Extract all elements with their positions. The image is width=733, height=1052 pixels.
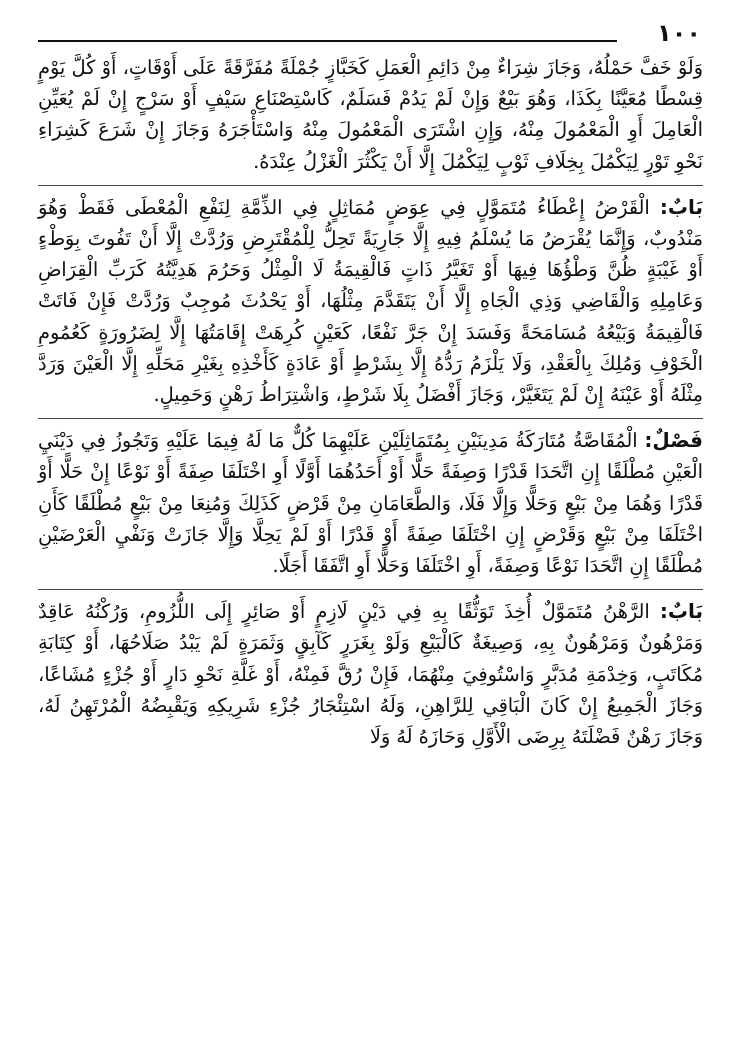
section-heading-fasl: فَصْلٌ:: [644, 428, 703, 453]
section-divider: [38, 418, 703, 419]
section-text: الْقَرْضُ إِعْطَاءُ مُتَمَوَّلٍ فِي عِوَضٍ مُمَاثِلٍ فِي الذِّمَّةِ لِنَفْعِ الْمُعْطَى فَقَطْ وَهُوَ مَنْدُوبٌ، وَإِنَّمَا يُقْرَضُ مَا يُسْلَمُ فِيهِ إِلَّا جَارِيَةً تَحِلُّ لِلْمُقْتَرِضِ وَرُدَّتْ إِلَّا أَنْ تَفُوتَ بِوَطْءٍ أَوْ غَيْبَةٍ ظُنَّ وَطْؤُهَا فِيهَا أَوْ تَغَيَّرُ ذَاتٍ فَالْقِيمَةُ لَا الْمِثْلُ وَحَرُمَ هَدِيَّتُهُ كَرَبِّ الْقِرَاضِ وَعَامِلِهِ وَالْقَاضِي وَذِي الْجَاهِ إِلَّا أَنْ يَتَقَدَّمَ مِثْلُهَا، أَوْ يَحْدُثَ مُوجِبٌ وَرُدَّتْ فَإِنْ فَاتَتْ فَالْقِيمَةُ وَبَيْعُهُ مُسَامَحَةً وَفَسَدَ إِنْ جَرَّ نَفْعًا، كَعَيْنٍ كُرِهَتْ إِقَامَتُهَا إِلَّا لِضَرُورَةٍ كَعُمُومِ الْخَوْفِ وَمُلِكَ بِالْعَقْدِ، وَلَا يَلْزَمُ رَدُّهُ إِلَّا بِشَرْطٍ أَوْ عَادَةٍ كَأَخْذِهِ بِغَيْرِ مَحَلِّهِ إِلَّا الْعَيْنَ وَرَدَّ مِثْلَهُ أَوْ عَيْنَهُ إِنْ لَمْ يَتَغَيَّرْ، وَجَازَ أَفْضَلُ بِلَا شَرْطٍ، وَاشْتِرَاطُ رَهْنٍ وَحَمِيلٍ.: [38, 195, 703, 407]
page-number: ١٠٠: [657, 19, 701, 47]
page-header: [38, 16, 705, 50]
section-muqassa: [38, 425, 703, 581]
section-heading-bab: بَابٌ:: [659, 599, 703, 624]
section-qard: [38, 192, 703, 410]
page-body: [38, 52, 703, 1034]
section-divider: [38, 589, 703, 590]
continuation-paragraph: وَلَوْ خَفَّ حَمْلُهُ، وَجَازَ شِرَاءٌ مِنْ دَائِمِ الْعَمَلِ كَخَبَّازٍ جُمْلَةً مُفَرَّقَةً عَلَى أَوْقَاتٍ، أَوْ كُلَّ يَوْمٍ قِسْطًا مُعَيَّنًا بِكَذَا، وَهُوَ بَيْعٌ وَإِنْ لَمْ يَدُمْ فَسَلَمٌ، كَاسْتِصْنَاعِ سَيْفٍ أَوْ سَرْجٍ إِنْ لَمْ يُعَيِّنِ الْعَامِلَ أَوِ الْمَعْمُولَ مِنْهُ، وَإِنِ اشْتَرَى الْمَعْمُولَ مِنْهُ وَاسْتَأْجَرَهُ وَجَازَ إِنْ شَرَعَ كَشِرَاءِ نَحْوِ تَوْرٍ لِيَكْمُلَ بِخِلَافِ ثَوْبٍ لِيَكْمُلَ إِلَّا أَنْ يَكْثُرَ الْغَزْلُ عِنْدَهُ.: [38, 56, 703, 173]
section-rahn: [38, 596, 703, 752]
header-rule: [38, 40, 617, 42]
section-text: الرَّهْنُ مُتَمَوَّلٌ أُخِذَ تَوَثُّقًا بِهِ فِي دَيْنٍ لَازِمٍ أَوْ صَائِرٍ إِلَى اللُّزُومِ، وَرُكْنُهُ عَاقِدٌ وَمَرْهُونٌ وَمَرْهُونٌ بِهِ، وَصِيغَةٌ كَالْبَيْعِ وَلَوْ بِغَرَرٍ كَآبِقٍ وَثَمَرَةٍ لَمْ يَبْدُ صَلَاحُهَا، أَوْ كِتَابَةِ مُكَاتَبٍ، وَخِدْمَةِ مُدَبَّرٍ وَاسْتُوفِيَ مِنْهُمَا، فَإِنْ رُقَّ فَمِنْهُ، أَوْ غَلَّةِ نَحْوِ دَارٍ أَوْ جُزْءٍ مُشَاعًا، وَجَازَ الْجَمِيعُ إِنْ كَانَ الْبَاقِي لِلرَّاهِنِ، وَلَهُ اسْتِئْجَارُ جُزْءِ شَرِيكِهِ وَيَقْبِضُهُ الْمُرْتَهِنُ لَهُ، وَجَازَ رَهْنٌ فَضْلَتَهُ بِرِضَى الْأَوَّلِ وَحَازَهُ لَهُ وَلَا: [38, 600, 703, 749]
section-heading-bab: بَابٌ:: [659, 194, 703, 219]
section-divider: [38, 185, 703, 186]
section-text: الْمُقَاصَّةُ مُتَارَكَةُ مَدِينَيْنِ بِمُتَمَاثِلَيْنِ عَلَيْهِمَا كُلٌّ مَا لَهُ فِيمَا عَلَيْهِ وَتَجُوزُ فِي دَيْنَيِ الْعَيْنِ مُطْلَقًا إِنِ اتَّحَدَا قَدْرًا وَصِفَةً حَلًّا أَوْ أَحَدُهُمَا أَوَّلًا أَوِ اخْتَلَفَا صِفَةً أَوْ نَوْعًا إِنْ حَلًّا أَوْ قَدْرًا وَهُمَا مِنْ بَيْعٍ وَحَلًّا وَإِلَّا فَلَا، وَالطَّعَامَانِ مِنْ قَرْضٍ كَذَلِكَ وَمُنِعَا مِنْ بَيْعٍ مُطْلَقًا كَأَنِ اخْتَلَفَا مِنْ بَيْعٍ وَقَرْضٍ إِنِ اخْتَلَفَا صِفَةً أَوْ قَدْرًا أَوْ لَمْ يَحِلَّا وَإِلَّا جَازَتْ وَنَفْيِ الْعَرْضَيْنِ مُطْلَقًا إِنِ اتَّحَدَا نَوْعًا وَصِفَةً، أَوِ اخْتَلَفَا وَحَلًّا أَوِ اتَّفَقَا أَجَلًا.: [38, 429, 703, 578]
